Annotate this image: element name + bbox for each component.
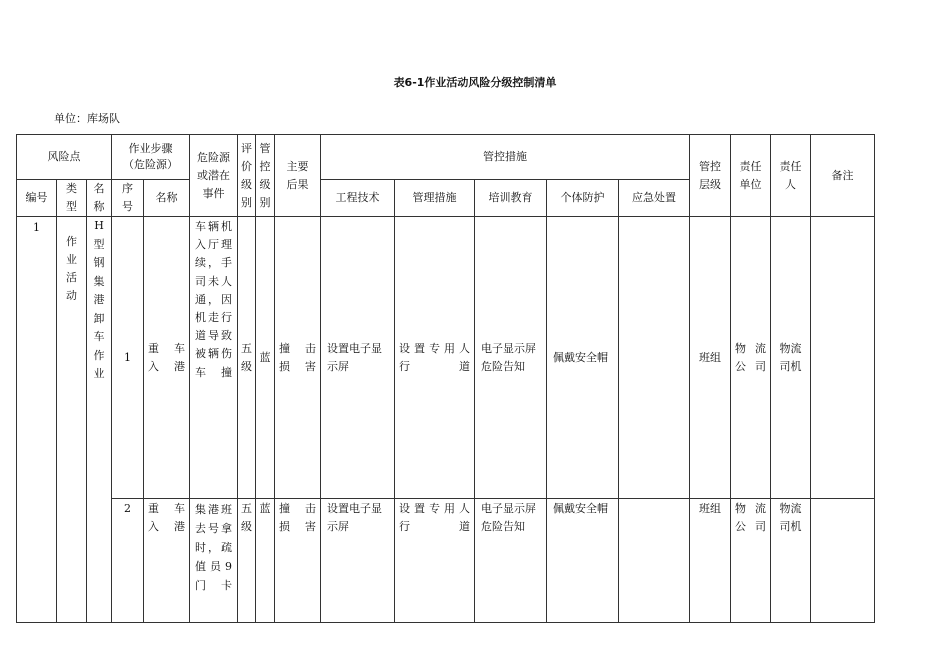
row-ppe-cell: 佩戴安全帽 [547, 499, 619, 623]
row-engineering-cell: 设置电子显示屏 [321, 217, 395, 499]
row-hazard-cell: 集港班去号拿时，疏值员9门卡 [190, 499, 238, 623]
hazard-event-header: 危险源或潜在事件 [190, 135, 238, 217]
row-resp-unit-cell: 物 流 公司 [731, 217, 771, 499]
row-step-cell: 重 车 入港 [144, 499, 190, 623]
work-step-header: 作业步骤 （危险源） [112, 135, 190, 180]
row-emergency-cell [619, 499, 690, 623]
row-tier-cell: 班组 [690, 499, 731, 623]
row-engineering-cell: 设置电子显示屏 [321, 499, 395, 623]
resp-unit-header: 责任单位 [731, 135, 771, 217]
management-header: 管理措施 [395, 180, 475, 217]
row-consequence-cell: 撞 击 损害 [275, 499, 321, 623]
risk-control-table [16, 134, 875, 623]
no-header: 编号 [17, 180, 57, 217]
row-management-cell: 设 置 专 用 人行道 [395, 217, 475, 499]
ppe-header: 个体防护 [547, 180, 619, 217]
row-step-cell: 重 车 入港 [144, 217, 190, 499]
row-management-cell: 设 置 专 用 人行道 [395, 499, 475, 623]
row-remark-cell [811, 217, 875, 499]
type-header: 类型 [57, 180, 87, 217]
name-header: 名称 [87, 180, 112, 217]
table-row [17, 217, 875, 499]
document-title: 表6-1作业活动风险分级控制清单 [393, 76, 557, 89]
step-name-header: 名称 [144, 180, 190, 217]
row-consequence-cell: 撞 击 损害 [275, 217, 321, 499]
row-type-cell: 作业活动 [57, 217, 87, 623]
control-measures-header: 管控措施 [321, 135, 690, 180]
row-seq-cell: 1 [112, 217, 144, 499]
row-seq-cell: 2 [112, 499, 144, 623]
row-resp-unit-cell: 物 流 公司 [731, 499, 771, 623]
row-color-cell: 蓝 [256, 217, 275, 499]
resp-person-header: 责任人 [771, 135, 811, 217]
row-name-cell: H型钢集港卸车作业 [87, 217, 112, 623]
emergency-header: 应急处置 [619, 180, 690, 217]
control-tier-header: 管控层级 [690, 135, 731, 217]
risk-point-header: 风险点 [17, 135, 112, 180]
eval-level-header: 评价级别 [238, 135, 256, 217]
row-tier-cell: 班组 [690, 217, 731, 499]
remark-header: 备注 [811, 135, 875, 217]
row-training-cell: 电子显示屏危险告知 [475, 499, 547, 623]
main-consequence-header: 主要后果 [275, 135, 321, 217]
row-color-cell: 蓝 [256, 499, 275, 623]
training-header: 培训教育 [475, 180, 547, 217]
unit-label: 单位：库场队 [54, 112, 120, 125]
header-row-1 [17, 135, 875, 180]
row-resp-person-cell: 物流司机 [771, 217, 811, 499]
row-remark-cell [811, 499, 875, 623]
engineering-header: 工程技术 [321, 180, 395, 217]
row-level-cell: 五级 [238, 217, 256, 499]
row-level-cell: 五级 [238, 499, 256, 623]
row-ppe-cell: 佩戴安全帽 [547, 217, 619, 499]
row-hazard-cell: 车辆机入厅理续，手司未人通，因机走行道导致被辆伤车撞 [190, 217, 238, 499]
table-row [17, 499, 875, 623]
row-training-cell: 电子显示屏危险告知 [475, 217, 547, 499]
seq-header: 序号 [112, 180, 144, 217]
row-resp-person-cell: 物流司机 [771, 499, 811, 623]
row-emergency-cell [619, 217, 690, 499]
row-no-cell: 1 [17, 217, 57, 623]
control-level-header: 管控级别 [256, 135, 275, 217]
